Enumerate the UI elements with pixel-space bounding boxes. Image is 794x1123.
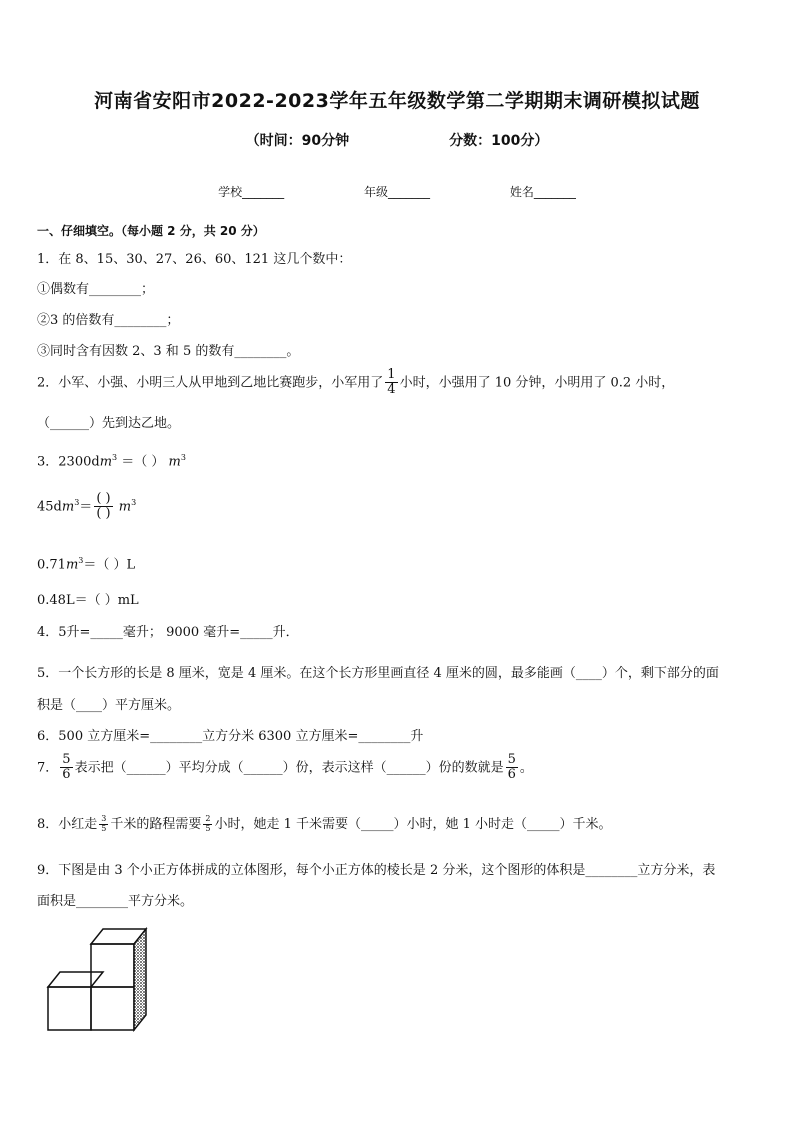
section-heading: 一、仔细填空。（每小题 2 分，共 20 分） xyxy=(37,224,265,238)
time-limit: （时间：90分钟 xyxy=(245,133,350,149)
left-cube-front xyxy=(48,987,91,1030)
unit: m xyxy=(61,499,75,515)
fraction-denominator: 5 xyxy=(101,823,107,833)
top-cube-front xyxy=(91,944,134,987)
question-5-line-2: 积是（____）平方厘米。 xyxy=(37,698,181,713)
fraction-two-fifths xyxy=(203,815,212,834)
equals-sign: ＝ xyxy=(79,499,93,515)
fraction-denominator: 4 xyxy=(387,382,396,398)
fraction-numerator: ( ) xyxy=(96,491,111,506)
question-1-part-c: ③同时含有因数 2、3 和 5 的数有________。 xyxy=(37,344,300,359)
cube-figure xyxy=(44,925,148,1035)
question-3-c-blank: ＝（ ）L xyxy=(83,557,136,573)
fraction-five-sixths xyxy=(60,753,72,783)
question-2-line-2: （______）先到达乙地。 xyxy=(37,416,181,431)
question-3-part-c xyxy=(37,556,135,573)
unit: m xyxy=(118,499,132,515)
unit: m xyxy=(168,454,181,470)
question-6: 6．500 立方厘米=________立方分米 6300 立方厘米=________升 xyxy=(37,729,424,744)
fraction-numerator: 5 xyxy=(62,752,71,767)
right-cube-front xyxy=(91,987,134,1030)
fraction-five-sixths xyxy=(506,753,518,783)
school-field: 学校_______ xyxy=(218,185,285,199)
question-8-text-c: 小时，她走 1 千米需要（_____）小时，她 1 小时走（_____）千米。 xyxy=(214,816,612,832)
question-3-a-value: 3．2300d xyxy=(37,454,100,470)
question-7-text: 表示把（______）平均分成（______）份，表示这样（______）份的数就是 xyxy=(74,760,504,776)
unit: m xyxy=(65,557,79,573)
question-4: 4．5升=_____毫升； 9000 毫升=_____升． xyxy=(37,625,299,640)
question-2-line-1 xyxy=(37,368,674,398)
total-score: 分数：100分） xyxy=(449,133,549,149)
question-8 xyxy=(37,815,612,834)
shaded-side-face xyxy=(134,929,146,1030)
question-1-part-a: ①偶数有________； xyxy=(37,282,155,297)
exponent: 3 xyxy=(180,453,186,462)
fraction-denominator: 6 xyxy=(62,767,71,783)
question-3-b-value: 45d xyxy=(37,499,62,515)
exponent: 3 xyxy=(112,453,118,462)
question-3-c-value: 0.71 xyxy=(37,557,66,573)
question-3-part-b xyxy=(37,492,136,522)
unit: m xyxy=(99,454,113,470)
fraction-numerator: 5 xyxy=(507,752,516,767)
question-1-stem: 1．在 8、15、30、27、26、60、121 这几个数中： xyxy=(37,252,352,267)
student-info xyxy=(0,183,794,200)
exponent: 3 xyxy=(78,556,84,565)
left-cube-top xyxy=(48,972,103,987)
exponent: 3 xyxy=(131,497,137,507)
question-3-part-a xyxy=(37,453,186,470)
question-2-text-a: 2．小军、小强、小明三人从甲地到乙地比赛跑步，小军用了 xyxy=(37,375,384,391)
fraction-one-quarter xyxy=(385,368,397,398)
fraction-denominator: 5 xyxy=(205,823,211,833)
fraction-blank xyxy=(94,492,112,522)
name-field: 姓名_______ xyxy=(509,185,576,199)
question-7-number: 7． xyxy=(37,760,59,776)
question-8-text-a: 8．小红走 xyxy=(37,816,98,832)
question-2-text-b: 小时，小强用了 10 分钟，小明用了 0.2 小时， xyxy=(399,375,675,391)
fraction-denominator: ( ) xyxy=(96,506,111,522)
question-7 xyxy=(37,753,533,783)
exponent: 3 xyxy=(74,497,80,507)
grade-field: 年级_______ xyxy=(363,185,430,199)
fraction-numerator: 1 xyxy=(387,367,396,382)
page-title: 河南省安阳市2022-2023学年五年级数学第二学期期末调研模拟试题 xyxy=(94,90,700,112)
fraction-denominator: 6 xyxy=(507,767,516,783)
question-9-line-1: 9．下图是由 3 个小正方体拼成的立体图形，每个小正方体的棱长是 2 分米，这个图形的体积是________立方分米，表 xyxy=(37,863,716,878)
question-5-line-1: 5．一个长方形的长是 8 厘米，宽是 4 厘米。在这个长方形里画直径 4 厘米的圆，最多能画（____）个，剩下部分的面 xyxy=(37,666,719,681)
question-1-part-b: ②3 的倍数有________； xyxy=(37,313,180,328)
question-9-line-2: 面积是________平方分米。 xyxy=(37,894,194,909)
question-7-end: 。 xyxy=(519,760,533,776)
fraction-numerator: 2 xyxy=(205,814,211,823)
fraction-three-fifths xyxy=(99,815,108,834)
question-8-text-b: 千米的路程需要 xyxy=(110,816,202,832)
exam-subtitle xyxy=(0,130,794,150)
question-3-a-blank: ＝（ ） xyxy=(121,454,165,470)
fraction-numerator: 3 xyxy=(101,814,107,823)
question-3-part-d: 0.48L＝（ ）mL xyxy=(37,593,139,608)
